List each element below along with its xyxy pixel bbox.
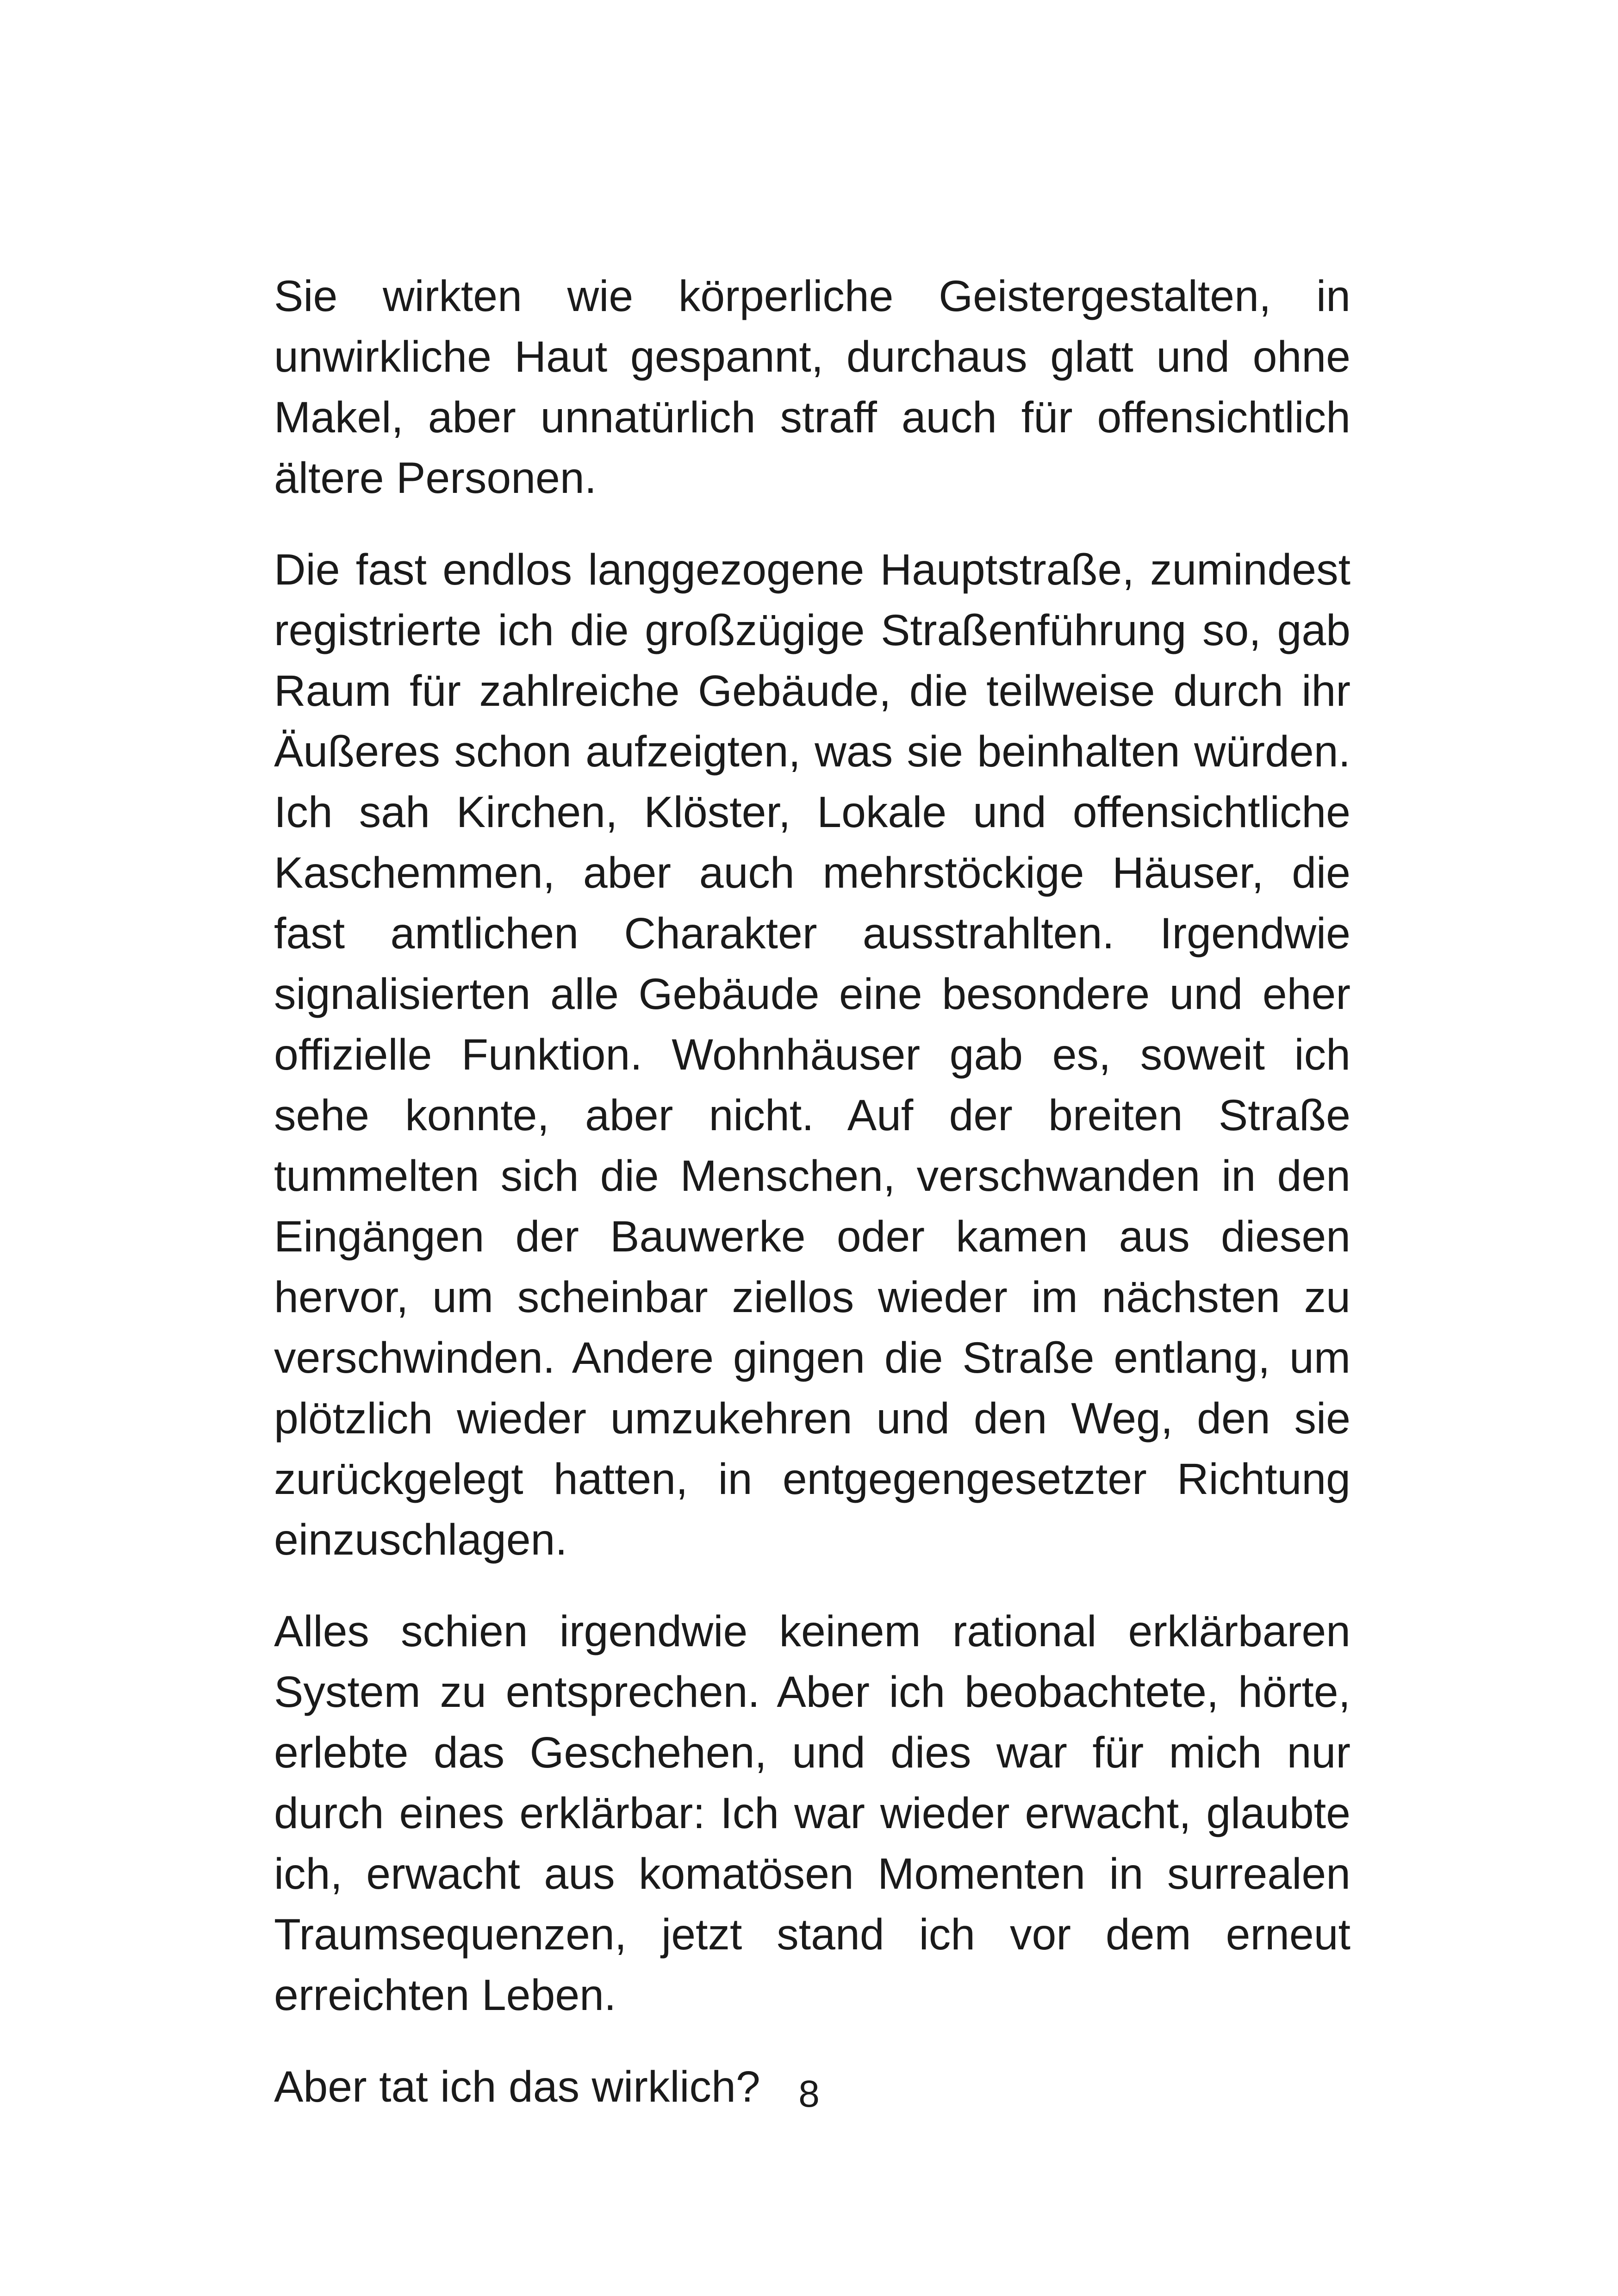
paragraph-1: Sie wirkten wie körperliche Geistergestalten, in unwirkliche Haut gespannt, durchaus glatt und ohne Makel, aber unnatürlich straff auch für offensichtlich ältere Personen. <box>274 272 1350 503</box>
paragraph-4: Aber tat ich das wirklich? <box>274 2062 760 2111</box>
page-number: 8 <box>798 2073 820 2115</box>
paragraph-3: Alles schien irgendwie keinem rational erklärbaren System zu entsprechen. Aber ich beobachtete, hörte, erlebte das Geschehen, und dies war für mich nur durch eines erklärbar: Ich war wieder erwacht, glaubte ich, erwacht aus komatösen Momenten in surrealen Traumsequenzen, jetzt stand ich vor dem erneut erreichten Leben. <box>274 1607 1350 2020</box>
paragraph-2: Die fast endlos langgezogene Hauptstraße, zumindest registrierte ich die großzügige Straßenführung so, gab Raum für zahlreiche Gebäude, die teilweise durch ihr Äußeres schon aufzeigten, was sie beinhalten würden. Ich sah Kirchen, Klöster, Lokale und offensichtliche Kaschemmen, aber auch mehrstöckige Häuser, die fast amtlichen Charakter ausstrahlten. Irgendwie signalisierten alle Gebäude eine besondere und eher offizielle Funktion. Wohnhäuser gab es, soweit ich sehe konnte, aber nicht. Auf der breiten Straße tummelten sich die Menschen, verschwanden in den Eingängen der Bauwerke oder kamen aus diesen hervor, um scheinbar ziellos wieder im nächsten zu verschwinden. Andere gingen die Straße entlang, um plötzlich wieder umzukehren und den Weg, den sie zurückgelegt hatten, in entgegengesetzter Richtung einzuschlagen. <box>274 545 1350 1564</box>
body-text <box>274 266 1350 2117</box>
